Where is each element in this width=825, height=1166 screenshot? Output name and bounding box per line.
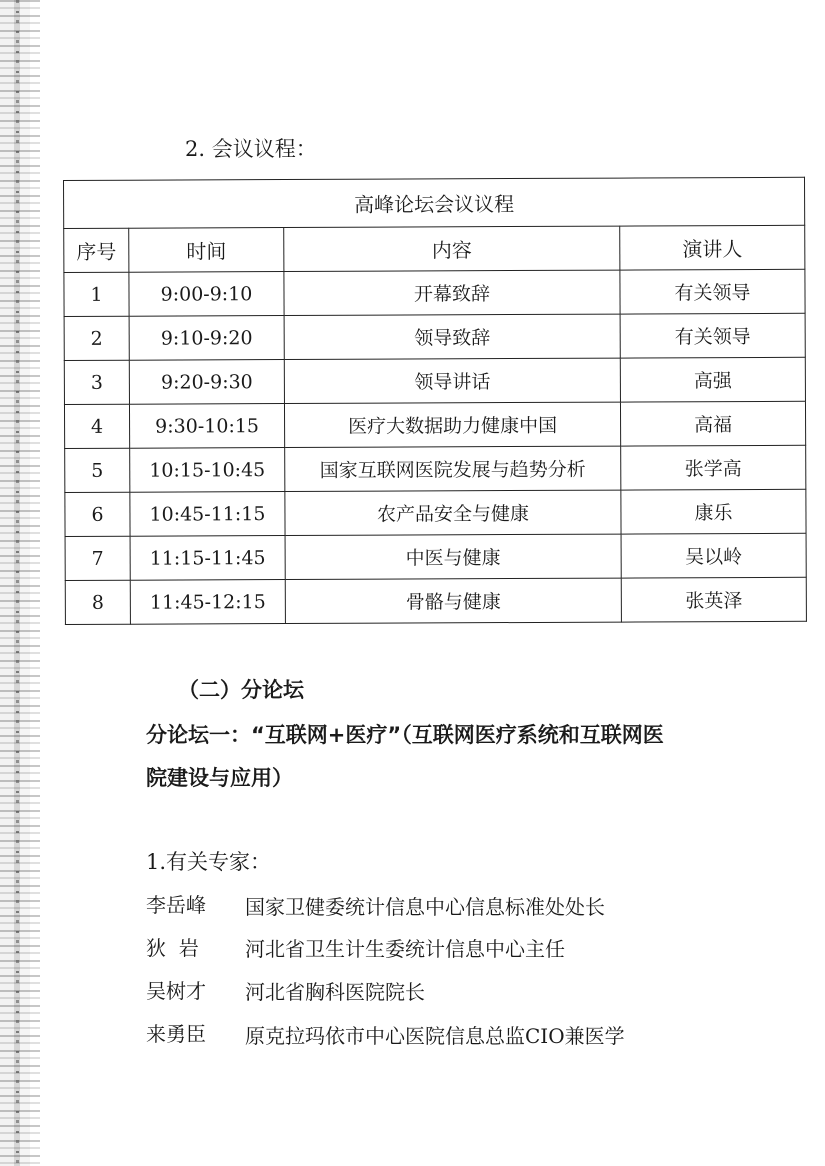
row-no: 6: [65, 492, 130, 536]
table-row: [65, 577, 806, 624]
expert-title: 河北省胸科医院院长: [245, 980, 425, 1004]
table-row: [65, 489, 806, 536]
row-speaker: 张英泽: [621, 577, 806, 622]
subforum-one-title-line2: 院建设与应用）: [146, 766, 293, 790]
row-speaker: 吴以岭: [621, 533, 806, 578]
row-time: 9:00-9:10: [129, 272, 284, 317]
row-time: 9:20-9:30: [129, 360, 284, 405]
experts-label: 1.有关专家：: [146, 850, 272, 874]
row-time: 9:30-10:15: [129, 404, 284, 449]
agenda-title: 高峰论坛会议议程: [64, 177, 805, 228]
row-content: 中医与健康: [285, 534, 621, 579]
row-no: 3: [64, 360, 129, 404]
table-row: [64, 357, 805, 404]
row-content: 国家互联网医院发展与趋势分析: [285, 446, 621, 491]
section-label: 2. 会议议程：: [185, 137, 317, 161]
row-time: 11:45-12:15: [130, 580, 285, 625]
row-time: 11:15-11:45: [130, 536, 285, 581]
row-time: 10:15-10:45: [130, 448, 285, 493]
row-content: 领导讲话: [284, 358, 620, 403]
agenda-table: [63, 177, 807, 625]
row-no: 2: [64, 316, 129, 360]
row-no: 8: [65, 580, 130, 624]
table-header-row: [64, 225, 805, 272]
header-content: 内容: [284, 226, 620, 271]
subforum-heading: （二）分论坛: [178, 678, 304, 702]
subforum-one-title-line1: 分论坛一：“互联网+医疗”（互联网医疗系统和互联网医: [146, 723, 664, 747]
expert-title: 原克拉玛依市中心医院信息总监CIO兼医学: [245, 1024, 625, 1048]
row-content: 农产品安全与健康: [285, 490, 621, 535]
table-row: [64, 401, 805, 448]
row-no: 1: [64, 272, 129, 316]
table-row: [64, 269, 805, 316]
row-time: 10:45-11:15: [130, 492, 285, 537]
expert-name: 狄 岩: [146, 936, 199, 960]
row-content: 领导致辞: [284, 314, 620, 359]
header-time: 时间: [129, 228, 284, 273]
row-no: 4: [64, 404, 129, 448]
row-content: 医疗大数据助力健康中国: [284, 402, 620, 447]
expert-name: 李岳峰: [146, 893, 206, 917]
row-speaker: 有关领导: [620, 313, 805, 358]
row-speaker: 张学高: [621, 445, 806, 490]
row-content: 开幕致辞: [284, 270, 620, 315]
table-row: [65, 445, 806, 492]
row-speaker: 高强: [620, 357, 805, 402]
header-speaker: 演讲人: [620, 225, 805, 270]
row-no: 7: [65, 536, 130, 580]
scan-edge-artifact: [0, 0, 40, 1166]
row-speaker: 有关领导: [620, 269, 805, 314]
expert-title: 国家卫健委统计信息中心信息标准处处长: [245, 895, 605, 919]
row-time: 9:10-9:20: [129, 316, 284, 361]
row-content: 骨骼与健康: [285, 578, 621, 623]
table-row: [64, 313, 805, 360]
header-no: 序号: [64, 228, 129, 272]
expert-title: 河北省卫生计生委统计信息中心主任: [245, 937, 565, 961]
expert-name: 来勇臣: [146, 1022, 206, 1046]
row-speaker: 高福: [620, 401, 805, 446]
table-row: [65, 533, 806, 580]
row-no: 5: [65, 448, 130, 492]
row-speaker: 康乐: [621, 489, 806, 534]
expert-name: 吴树才: [146, 979, 206, 1003]
